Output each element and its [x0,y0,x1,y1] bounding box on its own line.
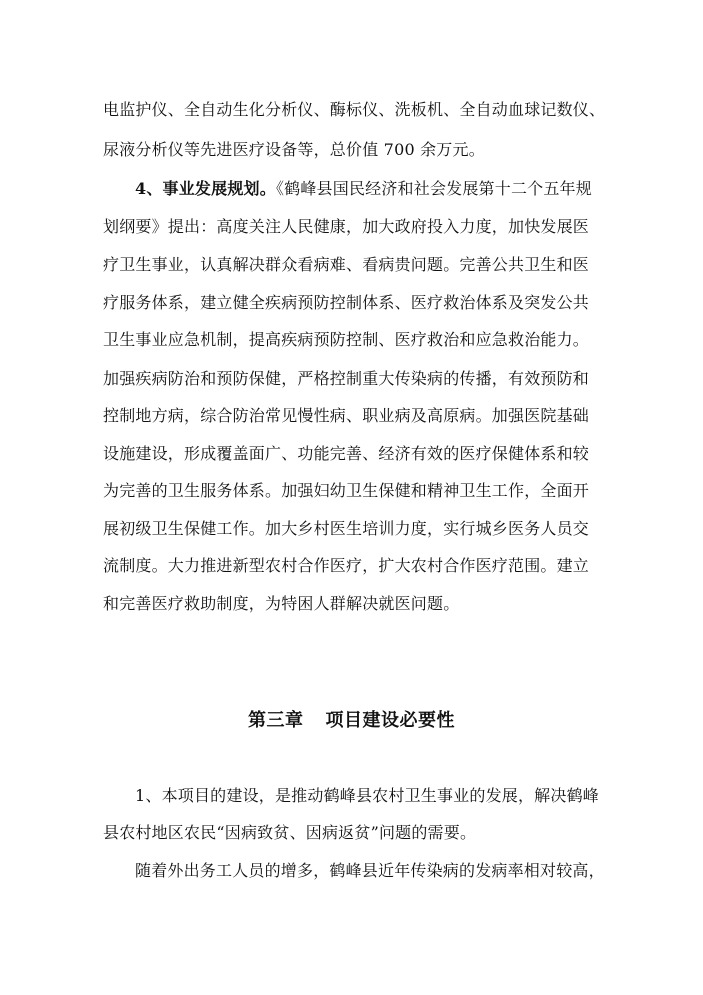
section4-first-line-text: 《鹤峰县国民经济和社会发展第十二个五年规 [275,179,592,198]
text-line: 流制度。大力推进新型农村合作医疗，扩大农村合作医疗范围。建立 [103,556,590,575]
section4-label: 4、事业发展规划。 [135,179,276,198]
chapter-heading [0,708,703,734]
text-line: 卫生事业应急机制，提高疾病预防控制、医疗救治和应急救治能力。 [103,330,590,349]
text-line: 疗服务体系，建立健全疾病预防控制体系、医疗救治体系及突发公共 [103,293,590,312]
section4-first-line [135,178,592,200]
text-line: 1、本项目的建设，是推动鹤峰县农村卫生事业的发展，解决鹤峰 [135,786,599,805]
text-line: 尿液分析仪等先进医疗设备等，总价值 700 余万元。 [103,140,485,159]
text-line: 电监护仪、全自动生化分析仪、酶标仪、洗板机、全自动血球记数仪、 [103,100,606,119]
text-line: 疗卫生事业，认真解决群众看病难、看病贵问题。完善公共卫生和医 [103,255,590,274]
text-line: 划纲要》提出：高度关注人民健康，加大政府投入力度，加快发展医 [103,217,590,236]
text-line: 展初级卫生保健工作。加大乡村医生培训力度，实行城乡医务人员交 [103,519,590,538]
chapter-title: 项目建设必要性 [325,710,455,731]
text-line: 和完善医疗救助制度，为特困人群解决就医问题。 [103,594,460,613]
text-line: 随着外出务工人员的增多，鹤峰县近年传染病的发病率相对较高， [135,861,605,880]
chapter-number: 第三章 [248,710,304,731]
text-line: 为完善的卫生服务体系。加强妇幼卫生保健和精神卫生工作，全面开 [103,481,590,500]
text-line: 加强疾病防治和预防保健，严格控制重大传染病的传播，有效预防和 [103,369,590,388]
text-line: 设施建设，形成覆盖面广、功能完善、经济有效的医疗保健体系和较 [103,444,590,463]
text-line: 控制地方病，综合防治常见慢性病、职业病及高原病。加强医院基础 [103,406,590,425]
text-line: 县农村地区农民“因病致贫、因病返贫”问题的需要。 [103,823,477,842]
